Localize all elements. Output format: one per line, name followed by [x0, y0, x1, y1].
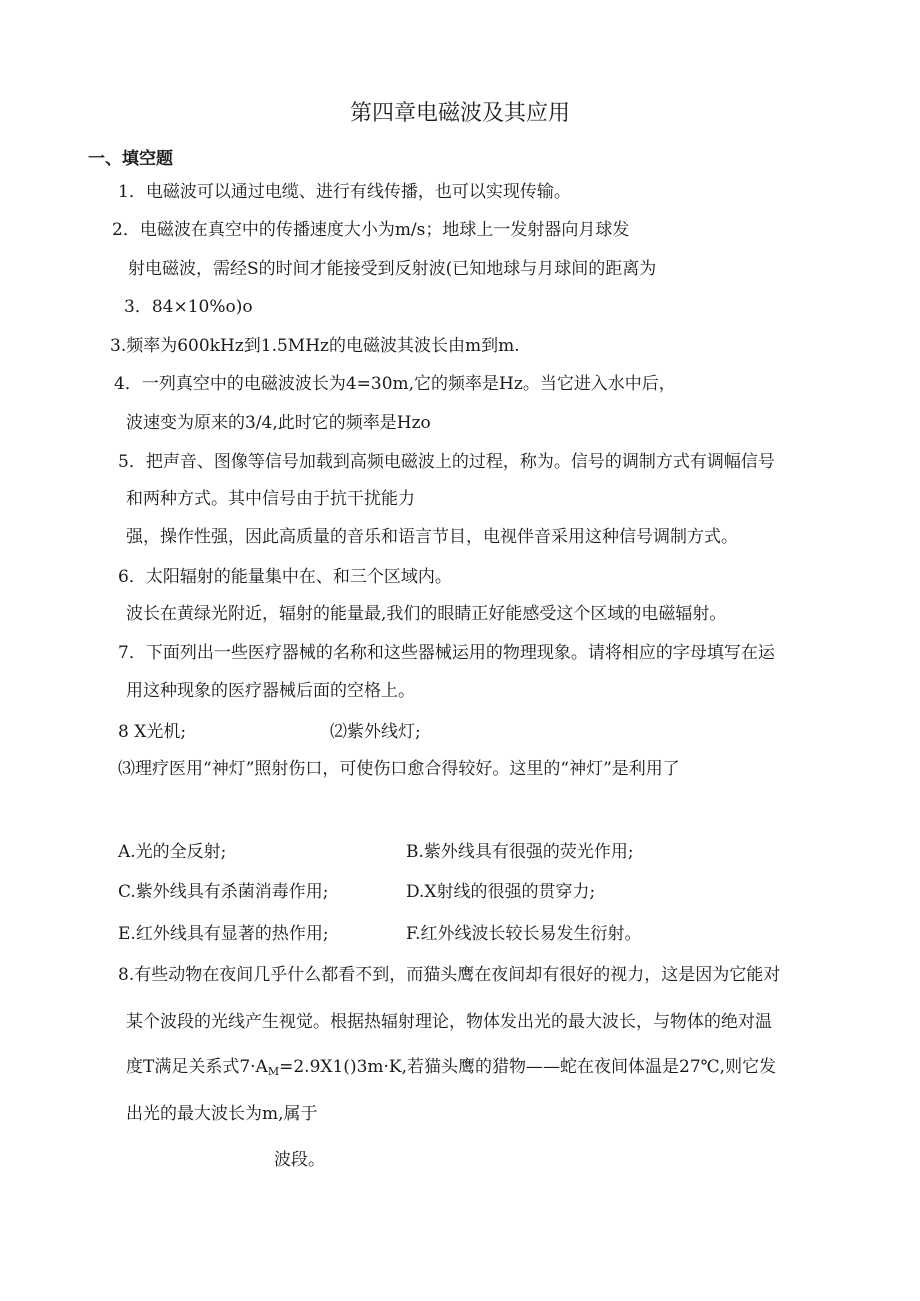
question-3: 3.频率为600kHz到1.5MHz的电磁波其波长由m到m.: [110, 336, 520, 356]
question-6-line-1: 6．太阳辐射的能量集中在、和三个区域内。: [118, 567, 452, 587]
formula-part-2: =2.9X1()3m·K,若猫头鹰的猎物——蛇在夜间体温是27℃,则它发: [279, 1057, 777, 1077]
question-7-line-2: 用这种现象的医疗器械后面的空格上。: [126, 681, 415, 701]
question-4-line-2: 波速变为原来的3/4,此时它的频率是Hzo: [126, 413, 431, 433]
question-5-line-2: 和两种方式。其中信号由于抗干扰能力: [126, 489, 415, 509]
question-4-line-1: 4．一列真空中的电磁波波长为4=30m,它的频率是Hz。当它进入水中后，: [114, 374, 676, 394]
option-e: E.红外线具有显著的热作用;: [118, 924, 329, 944]
question-2-line-2: 射电磁波，需经S的时间才能接受到反射波(已知地球与月球间的距离为: [128, 259, 657, 279]
question-8-line-3: [126, 1054, 776, 1085]
question-8-line-1: 8.有些动物在夜间几乎什么都看不到，而猫头鹰在夜间却有很好的视力，这是因为它能对: [118, 965, 781, 985]
option-a: A.光的全反射;: [118, 842, 227, 862]
question-5-line-3: 强，操作性强，因此高质量的音乐和语言节目，电视伴音采用这种信号调制方式。: [126, 527, 738, 547]
page-title: 第四章电磁波及其应用: [349, 101, 570, 126]
question-2-line-3: 3．84×10%o)o: [124, 297, 253, 317]
question-7-item-3: ⑶理疗医用“神灯”照射伤口，可使伤口愈合得较好。这里的“神灯”是利用了: [118, 759, 680, 779]
question-8-line-2: 某个波段的光线产生视觉。根据热辐射理论，物体发出光的最大波长，与物体的绝对温: [126, 1012, 772, 1032]
section-heading: 一、填空题: [88, 149, 173, 169]
question-8-line-5: 波段。: [274, 1150, 325, 1170]
formula-subscript: M: [267, 1065, 280, 1078]
question-8-line-4: 出光的最大波长为m,属于: [126, 1104, 318, 1124]
option-d: D.X射线的很强的贯穿力;: [406, 882, 596, 902]
question-7-item-1: 8 X光机;: [118, 722, 187, 742]
option-b: B.紫外线具有很强的荧光作用;: [406, 842, 634, 862]
formula-part-1: 度T满足关系式7·A: [126, 1057, 268, 1077]
question-2-line-1: 2．电磁波在真空中的传播速度大小为m/s；地球上一发射器向月球发: [112, 220, 630, 240]
question-6-line-2: 波长在黄绿光附近，辐射的能量最,我们的眼睛正好能感受这个区域的电磁辐射。: [126, 604, 727, 624]
question-7-item-2: ⑵紫外线灯;: [330, 722, 421, 742]
option-c: C.紫外线具有杀菌消毒作用;: [118, 882, 329, 902]
question-7-line-1: 7．下面列出一些医疗器械的名称和这些器械运用的物理现象。请将相应的字母填写在运: [118, 643, 775, 663]
question-1: 1．电磁波可以通过电缆、进行有线传播，也可以实现传输。: [118, 182, 571, 202]
option-f: F.红外线波长较长易发生衍射。: [406, 924, 642, 944]
question-5-line-1: 5．把声音、图像等信号加载到高频电磁波上的过程，称为。信号的调制方式有调幅信号: [118, 452, 775, 472]
